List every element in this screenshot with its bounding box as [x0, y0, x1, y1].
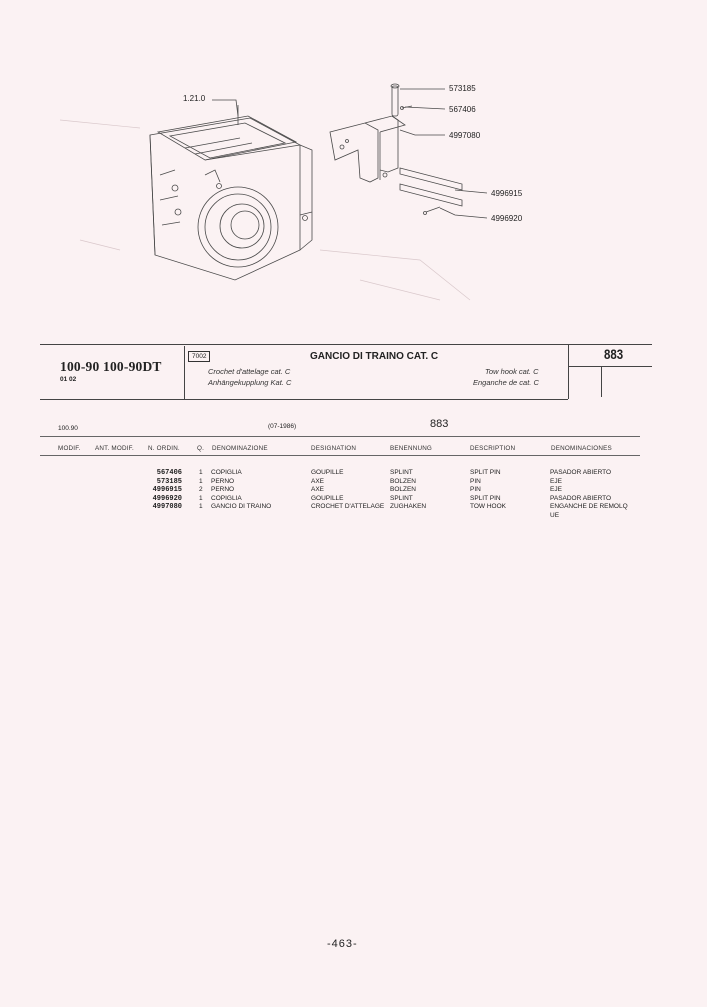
col-denominazione: DENOMINAZIONE: [212, 445, 268, 452]
page-box-divider: [601, 366, 602, 397]
part-name-fr: GOUPILLE: [311, 469, 344, 476]
part-name-it: COPIGLIA: [211, 469, 242, 476]
table-row-continuation: [0, 512, 707, 520]
col-ant-modif: ANT. MODIF.: [95, 445, 134, 452]
part-name-es: PASADOR ABIERTO: [550, 469, 612, 476]
header-top-rule: [40, 344, 652, 345]
info-model: 100.90: [58, 425, 78, 432]
part-number: 573185: [156, 477, 182, 486]
title-german: Anhängekupplung Kat. C: [208, 378, 292, 387]
callout-4996920: 4996920: [491, 214, 523, 223]
callout-4996915: 4996915: [491, 189, 523, 198]
title-spanish: Enganche de cat. C: [473, 378, 539, 387]
part-quantity: 2: [199, 486, 203, 493]
title-english: Tow hook cat. C: [485, 367, 539, 376]
part-name-it: PERNO: [211, 486, 235, 493]
part-name-en: SPLIT PIN: [470, 494, 501, 502]
part-name-fr: AXE: [311, 486, 325, 493]
part-name-es-overflow: UE: [550, 511, 560, 519]
callout-section-ref: 1.21.0: [183, 94, 206, 103]
part-number: 4997080: [152, 503, 182, 511]
part-name-en: SPLIT PIN: [470, 469, 501, 476]
part-name-it: GANCIO DI TRAINO: [211, 503, 272, 510]
page-title: GANCIO DI TRAINO CAT. C: [310, 351, 439, 362]
group-code-badge: 7002: [188, 351, 210, 362]
columns-top-rule: [40, 436, 640, 437]
part-name-fr: CROCHET D'ATTELAGE: [311, 503, 385, 510]
col-modif: MODIF.: [58, 445, 81, 452]
table-row: [0, 503, 707, 511]
part-name-es: EJE: [550, 486, 562, 493]
callout-573185: 573185: [449, 84, 476, 93]
part-name-fr: GOUPILLE: [311, 494, 344, 502]
part-name-es: EJE: [550, 477, 562, 485]
part-quantity: 1: [199, 494, 203, 502]
info-table-number: 883: [430, 418, 449, 430]
title-french: Crochet d'attelage cat. C: [208, 367, 291, 376]
page-box-rule: [568, 366, 652, 367]
col-quantity: Q.: [197, 445, 205, 452]
col-denominaciones: DENOMINACIONES: [551, 445, 612, 452]
columns-bottom-rule: [40, 455, 640, 456]
callout-567406: 567406: [449, 105, 476, 114]
page-number: -463-: [327, 938, 358, 950]
col-n-ordin: N. ORDIN.: [148, 445, 180, 452]
tow-hook-bracket-illustration: [330, 84, 462, 215]
part-number: 567406: [156, 469, 182, 477]
part-quantity: 1: [199, 469, 203, 476]
part-name-de: BOLZEN: [390, 486, 417, 493]
transmission-housing-illustration: [150, 105, 312, 280]
part-name-en: PIN: [470, 477, 481, 485]
model-subtitle: 01 02: [60, 376, 77, 383]
callout-4997080: 4997080: [449, 131, 481, 140]
table-row: [0, 478, 707, 486]
part-quantity: 1: [199, 477, 203, 485]
part-name-de: ZUGHAKEN: [390, 503, 427, 510]
part-name-it: PERNO: [211, 477, 235, 485]
info-date: (07-1986): [268, 423, 297, 430]
part-name-de: SPLINT: [390, 469, 413, 476]
col-description: DESCRIPTION: [470, 445, 516, 452]
part-number: 4996920: [152, 494, 182, 503]
part-name-de: SPLINT: [390, 494, 413, 502]
part-name-de: BOLZEN: [390, 477, 417, 485]
part-quantity: 1: [199, 503, 203, 510]
header-bottom-rule: [40, 399, 568, 400]
col-benennung: BENENNUNG: [390, 445, 433, 452]
table-number-box: 883: [604, 346, 624, 362]
col-designation: DESIGNATION: [311, 445, 357, 452]
part-name-es: ENGANCHE DE REMOLQ: [550, 503, 628, 510]
header-divider-right: [568, 344, 569, 399]
part-name-it: COPIGLIA: [211, 494, 242, 502]
part-name-en: PIN: [470, 486, 481, 493]
part-name-en: TOW HOOK: [470, 503, 506, 510]
table-row: [0, 469, 707, 477]
header-divider-left: [184, 346, 185, 399]
exploded-parts-diagram: [0, 0, 707, 345]
part-name-fr: AXE: [311, 477, 325, 485]
table-row: [0, 495, 707, 503]
part-number: 4996915: [152, 486, 182, 494]
part-name-es: PASADOR ABIERTO: [550, 494, 612, 502]
table-row: [0, 486, 707, 494]
model-title: 100-90 100-90DT: [60, 359, 162, 374]
